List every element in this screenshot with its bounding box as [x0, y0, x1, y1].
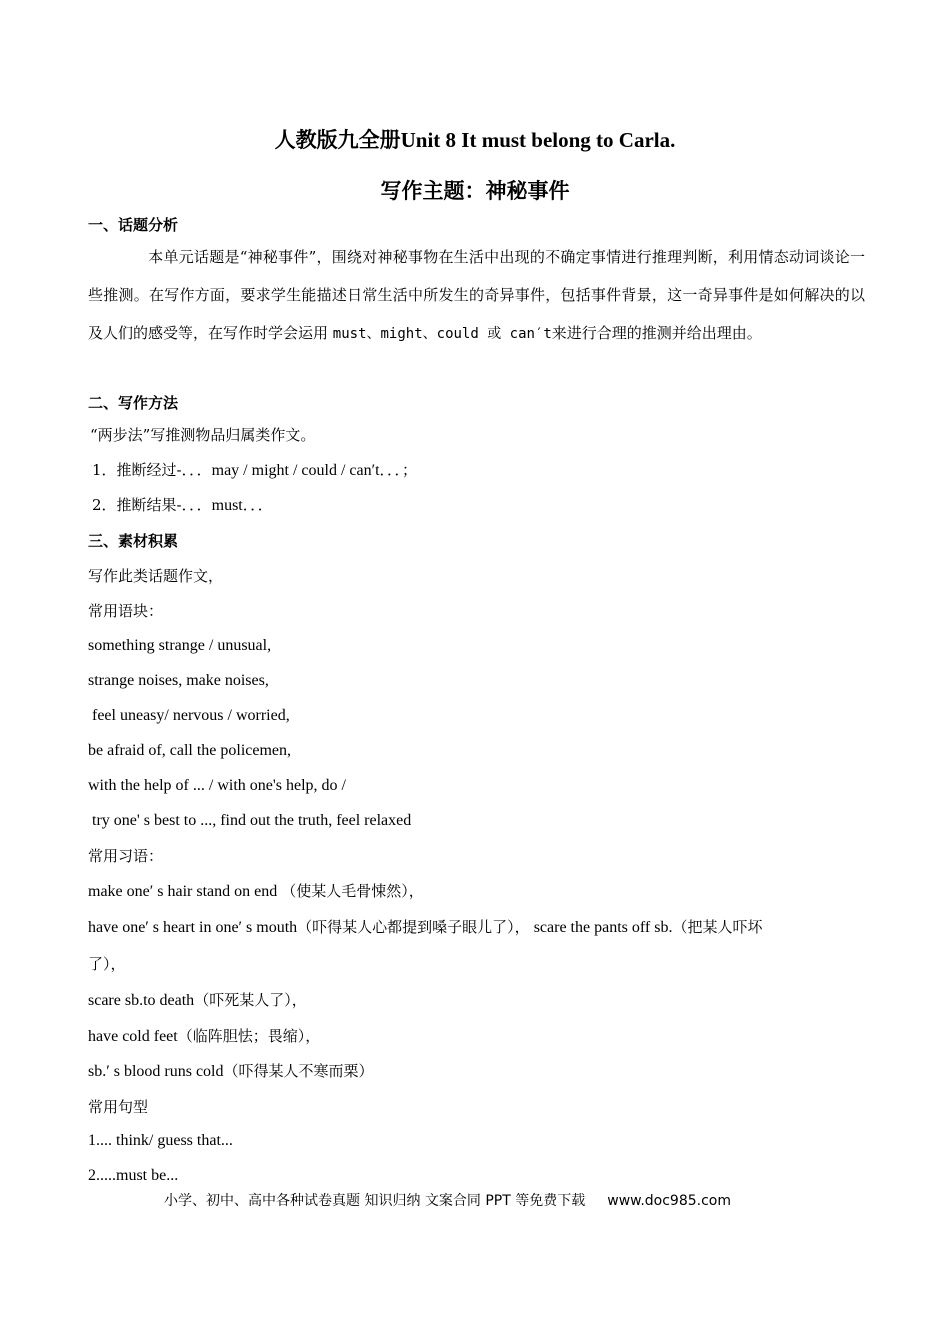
- idiom-item: [88, 990, 307, 1011]
- idiom-item: [88, 881, 424, 902]
- section1-paragraph: [88, 238, 865, 353]
- chunk-item: try one' s best to ..., find out the truth, feel relaxed: [88, 812, 412, 829]
- chunk-item: be afraid of, call the policemen,: [88, 742, 292, 759]
- section2-heading: 二、写作方法: [88, 394, 179, 412]
- chunk-item: strange noises, make noises,: [88, 672, 269, 689]
- idiom-item: [88, 1061, 374, 1082]
- step1-suffix: ．．．；: [379, 461, 418, 479]
- document-subtitle: 写作主题：神秘事件: [380, 178, 570, 203]
- chunks-label: 常用语块：: [88, 602, 164, 620]
- section2-step2: [92, 495, 273, 516]
- title-english: Unit 8 It must belong to Carla.: [400, 128, 676, 152]
- footer-text: 小学、初中、高中各种试卷真题 知识归纳 文案合同 PPT 等免费下载: [164, 1193, 586, 1209]
- idiom-chinese: （临阵胆怯；畏缩），: [177, 1027, 321, 1045]
- step1-label: 1．推断经过-．．．: [92, 461, 212, 479]
- section3-heading: 三、素材积累: [88, 532, 179, 550]
- idiom-chinese: （吓死某人了），: [194, 991, 307, 1009]
- sentences-label: 常用句型: [88, 1098, 149, 1116]
- paragraph-text-part1: 本单元话题是“神秘事件”，围绕对神秘事物在生活中出现的不确定事情进行推理判断，利用情态动词谈论一些推测。在写作方面，要求学生能描述日常生活中所发生的奇异事件，包括事件背景，这一奇异事件是如何解决的以及人们的感受等，在写作时学会运用: [88, 248, 865, 342]
- paragraph-modal-words: must、might、could 或 can′t: [332, 326, 552, 342]
- section1-heading: 一、话题分析: [88, 216, 179, 234]
- chunk-item: with the help of ... / with one's help, do /: [88, 777, 346, 794]
- paragraph-text-part2: 来进行合理的推测并给出理由。: [551, 324, 762, 342]
- title-chinese-prefix: 人教版九全册: [274, 127, 401, 152]
- idiom-chinese: （把某人吓坏: [672, 918, 763, 936]
- step2-modal: must: [211, 497, 243, 514]
- sentence-pattern: 2.....must be...: [88, 1167, 179, 1184]
- step2-suffix: ．．．: [242, 496, 273, 514]
- sentence-pattern: 1.... think/ guess that...: [88, 1132, 233, 1149]
- footer-url[interactable]: www.doc985.com: [607, 1193, 731, 1209]
- step2-label: 2．推断结果-．．．: [92, 496, 212, 514]
- idiom-english: scare sb.to death: [88, 992, 195, 1009]
- chunk-item: something strange / unusual,: [88, 637, 272, 654]
- section3-intro: 写作此类话题作文，: [88, 567, 224, 585]
- chunk-item: feel uneasy/ nervous / worried,: [88, 707, 290, 724]
- idiom-item: [88, 1026, 320, 1047]
- idiom-chinese: （吓得某人心都提到嗓子眼儿了），: [297, 918, 530, 936]
- page-footer: [164, 1191, 731, 1211]
- idiom-item: [88, 917, 762, 938]
- idiom-continuation: 了），: [88, 955, 126, 973]
- step1-modals: may / might / could / can′t: [211, 462, 380, 479]
- idiom-chinese: （吓得某人不寒而栗）: [223, 1062, 374, 1080]
- idioms-label: 常用习语：: [88, 847, 164, 865]
- idiom-english: scare the pants off sb.: [529, 919, 673, 936]
- idiom-english: have cold feet: [88, 1028, 178, 1045]
- idiom-chinese: （使某人毛骨悚然），: [281, 882, 424, 900]
- idiom-english: make one′ s hair stand on end: [88, 883, 282, 900]
- section2-intro: “两步法”写推测物品归属类作文。: [90, 426, 316, 444]
- document-title: [0, 127, 950, 153]
- section2-step1: [92, 460, 417, 481]
- idiom-english: have one′ s heart in one′ s mouth: [88, 919, 298, 936]
- idiom-english: sb.′ s blood runs cold: [88, 1063, 224, 1080]
